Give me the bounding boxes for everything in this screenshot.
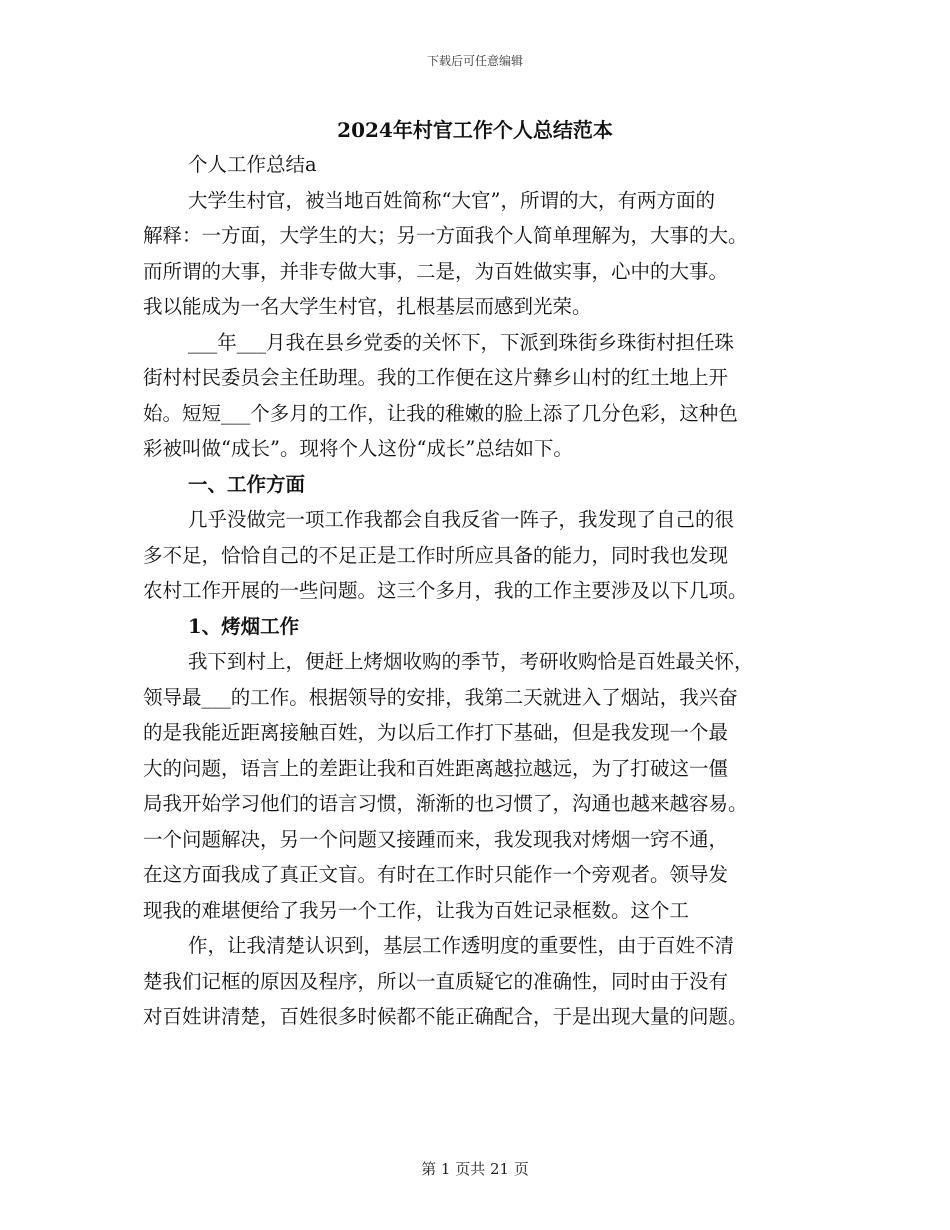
- text-line: 在这方面我成了真正文盲。有时在工作时只能作一个旁观者。领导发: [143, 863, 729, 886]
- page-footer: 第 1 页共 21 页: [421, 1160, 529, 1178]
- text-line: ___年___月我在县乡党委的关怀下，下派到珠街乡珠街村担任珠: [188, 330, 735, 354]
- text-line: 多不足，恰恰自己的不足正是工作时所应具备的能力，同时我也发现: [143, 543, 729, 567]
- text-line: 大的问题，语言上的差距让我和百姓距离越拉越远，为了打破这一僵: [143, 756, 729, 780]
- text-line: 领导最___的工作。根据领导的安排，我第二天就进入了烟站，我兴奋: [143, 685, 738, 709]
- text-line: 我以能成为一名大学生村官，扎根基层而感到光荣。: [143, 295, 592, 318]
- text-line: 始。短短___个多月的工作，让我的稚嫩的脸上添了几分色彩，这种色: [143, 401, 738, 425]
- text-line: 个人工作总结a: [188, 153, 317, 176]
- text-line: 一个问题解决，另一个问题又接踵而来，我发现我对烤烟一窍不通，: [143, 827, 729, 851]
- text-line: 大学生村官，被当地百姓简称“大官”，所谓的大，有两方面的: [188, 188, 715, 212]
- text-line: 的是我能近距离接触百姓，为以后工作打下基础，但是我发现一个最: [143, 721, 729, 744]
- document-title: 2024年村官工作个人总结范本: [337, 118, 613, 142]
- text-line: 对百姓讲清楚，百姓很多时候都不能正确配合，于是出现大量的问题。: [143, 1005, 748, 1028]
- text-line: 作，让我清楚认识到，基层工作透明度的重要性，由于百姓不清: [188, 934, 735, 957]
- text-line: 我下到村上，便赶上烤烟收购的季节，考研收购恰是百姓最关怀，: [188, 650, 754, 673]
- text-line: 几乎没做完一项工作我都会自我反省一阵子，我发现了自己的很: [188, 508, 735, 531]
- text-line: 解释：一方面，大学生的大；另一方面我个人简单理解为，大事的大。: [143, 224, 748, 247]
- document-body: [143, 147, 808, 1035]
- text-line: 街村村民委员会主任助理。我的工作便在这片彝乡山村的红土地上开: [143, 366, 729, 389]
- text-line: 农村工作开展的一些问题。这三个多月，我的工作主要涉及以下几项。: [143, 579, 748, 602]
- section-heading: 1、烤烟工作: [188, 614, 300, 638]
- section-heading: 一、工作方面: [188, 472, 306, 496]
- header-note: 下载后可任意编辑: [426, 54, 523, 68]
- text-line: 现我的难堪便给了我另一个工作，让我为百姓记录框数。这个工: [143, 898, 690, 922]
- text-line: 楚我们记框的原因及程序，所以一直质疑它的准确性，同时由于没有: [143, 969, 729, 993]
- text-line: 局我开始学习他们的语言习惯，渐渐的也习惯了，沟通也越来越容易。: [143, 792, 748, 815]
- text-line: 彩被叫做“成长”。现将个人这份“成长”总结如下。: [143, 437, 573, 460]
- text-line: 而所谓的大事，并非专做大事，二是，为百姓做实事，心中的大事。: [143, 259, 729, 283]
